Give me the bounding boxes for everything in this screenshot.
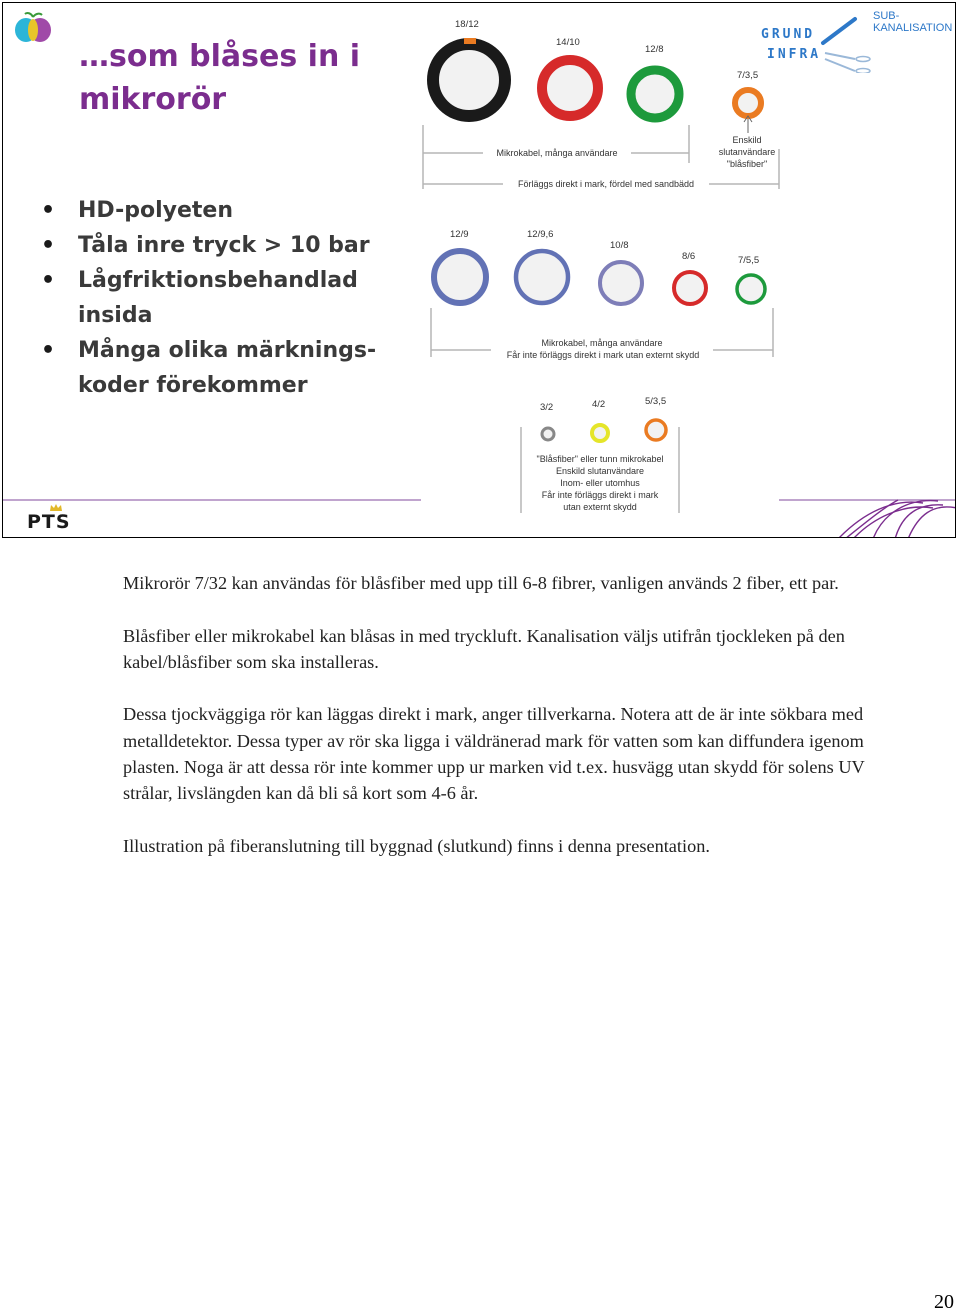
tube-12-8-green bbox=[631, 70, 679, 118]
tube-label-18-12: 18/12 bbox=[455, 19, 479, 30]
tube-7-3-5-orange bbox=[735, 90, 761, 116]
tube-8-6-red bbox=[674, 272, 706, 304]
bullet-item: • Lågfriktionsbehandlad insida bbox=[41, 263, 398, 333]
row3-caption bbox=[523, 453, 677, 513]
row2-brace-label-2: Får inte förläggs direkt i mark utan externt skydd bbox=[506, 350, 700, 360]
tube-18-12-marker bbox=[464, 38, 476, 44]
purple-swoosh-decoration bbox=[838, 500, 956, 538]
tube-label-10-8: 10/8 bbox=[610, 240, 629, 251]
page-number: 20 bbox=[934, 1291, 954, 1313]
tube-12-9-6-blue bbox=[516, 251, 568, 303]
grund-text: GRUND bbox=[761, 27, 816, 42]
tube-label-4-2: 4/2 bbox=[592, 399, 606, 410]
tube-label-3-2: 3/2 bbox=[540, 402, 554, 413]
infra-text: INFRA bbox=[767, 47, 822, 62]
tube-label-7-3-5: 7/3,5 bbox=[737, 70, 759, 81]
tube-7-5-5-green bbox=[737, 275, 765, 303]
tube-label-12-9-6: 12/9,6 bbox=[527, 229, 554, 240]
tube-3-2-grey bbox=[542, 428, 554, 440]
slide-title-line-1: …som blåses in i bbox=[79, 39, 361, 74]
row1-brace-label-2: Förläggs direkt i mark, fördel med sandbädd bbox=[517, 179, 695, 189]
row3-caption-line: utan externt skydd bbox=[563, 502, 637, 512]
row3-caption-line: Får inte förläggs direkt i mark bbox=[541, 490, 659, 500]
row3-caption-line: Enskild slutanvändare bbox=[555, 466, 645, 476]
tube-12-9-blue bbox=[434, 251, 486, 303]
arrow-label: Enskild slutanvändare "blåsfiber" bbox=[718, 135, 776, 169]
kanalisation-text: KANALISATION bbox=[873, 22, 953, 34]
tube-14-10-red bbox=[542, 60, 598, 116]
notes-paragraph: Mikrorör 7/32 kan användas för blåsfiber med upp till 6-8 fibrer, vanligen används 2 fiber, ett par. bbox=[123, 573, 839, 593]
pts-logo-text: PTS bbox=[27, 511, 71, 533]
notes-paragraph: Illustration på fiberanslutning till byggnad (slutkund) finns i denna presentation. bbox=[123, 835, 710, 856]
tube-label-5-3-5: 5/3,5 bbox=[645, 396, 667, 407]
row3-caption-line: "Blåsfiber" eller tunn mikrokabel bbox=[536, 454, 664, 464]
bullet-item: • Många olika märknings-koder förekommer bbox=[41, 333, 398, 403]
tube-4-2-yellow bbox=[592, 425, 608, 441]
notes-paragraph: Dessa tjockväggiga rör kan läggas direkt i mark, anger tillverkarna. Notera att de är inte sökbara med metalldetektor. Dessa typer av rör ska ligga i väldränerad mark för vatten som kan diffundera igenom plasten. Noga är att dessa rör inte kommer upp ur marken vid t.ex. husvägg utan skydd för solens UV strålar, livslängden kan då bli så kort som 4-6 år. bbox=[123, 704, 865, 804]
row1-brace-label: Mikrokabel, många användare bbox=[496, 148, 618, 158]
tube-label-12-9: 12/9 bbox=[450, 229, 469, 240]
bullet-item: • HD-polyeten bbox=[41, 193, 398, 228]
speaker-notes bbox=[123, 570, 883, 886]
slide-title-line-2: mikrorör bbox=[79, 82, 227, 117]
tube-5-3-5-orange bbox=[646, 420, 666, 440]
row2-brace-label: Mikrokabel, många användare bbox=[541, 338, 663, 348]
tube-label-14-10: 14/10 bbox=[556, 37, 580, 48]
notes-paragraph: Blåsfiber eller mikrokabel kan blåsas in med tryckluft. Kanalisation väljs utifrån tjockleken på den kabel/blåsfiber som ska installeras. bbox=[123, 625, 845, 672]
row3-caption-line: Inom- eller utomhus bbox=[560, 478, 640, 488]
sub-text: SUB- bbox=[873, 10, 900, 22]
pts-logo bbox=[27, 503, 87, 533]
slide bbox=[2, 2, 956, 538]
bullet-item: • Tåla inre tryck > 10 bar bbox=[41, 228, 398, 263]
tube-label-8-6: 8/6 bbox=[682, 251, 696, 262]
tube-10-8-blue bbox=[600, 262, 642, 304]
row1-tubes bbox=[3, 3, 956, 538]
tube-18-12-black bbox=[433, 44, 505, 116]
tube-label-7-5-5: 7/5,5 bbox=[738, 255, 760, 266]
tube-label-12-8: 12/8 bbox=[645, 44, 664, 55]
